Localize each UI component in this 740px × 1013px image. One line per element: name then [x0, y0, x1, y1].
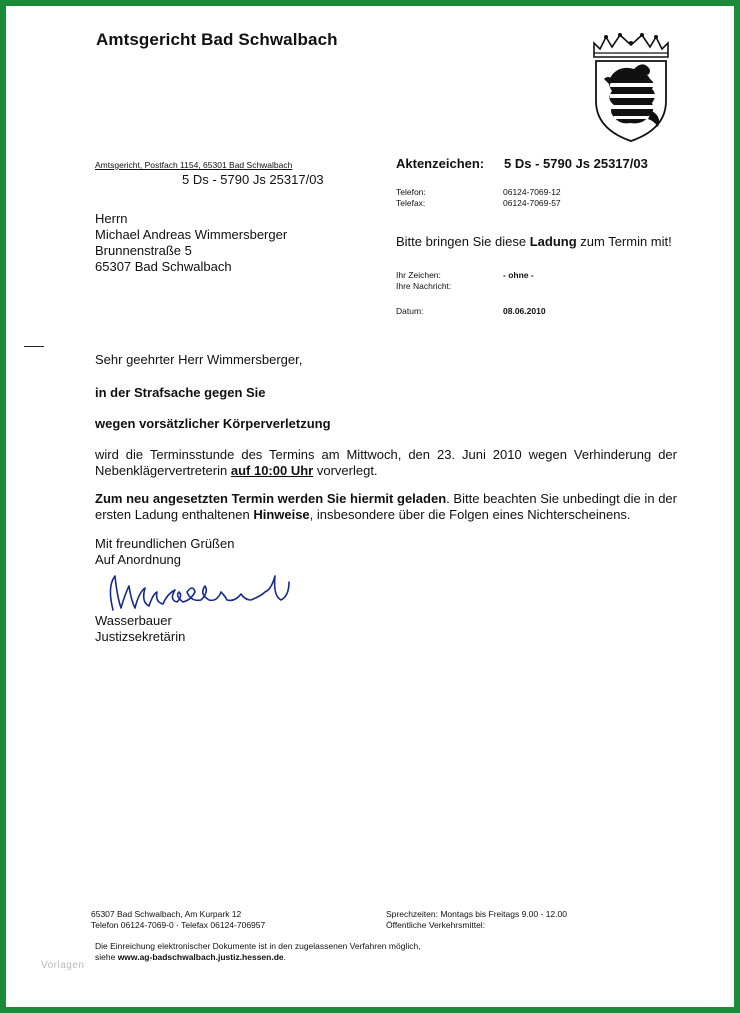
- aktenzeichen-value: 5 Ds - 5790 Js 25317/03: [504, 156, 648, 171]
- paragraph-reschedule: [95, 447, 677, 479]
- ihre-nachricht-label: Ihre Nachricht:: [396, 281, 452, 291]
- recipient-name: Michael Andreas Wimmersberger: [95, 227, 288, 242]
- datum-label: Datum:: [396, 306, 424, 316]
- telefax-value: 06124-7069-57: [503, 198, 561, 208]
- sender-return-address: Amtsgericht, Postfach 1154, 65301 Bad Schwalbach: [95, 160, 293, 170]
- telefon-value: 06124-7069-12: [503, 187, 561, 197]
- telefon-label: Telefon:: [396, 187, 426, 197]
- bring-bold: Ladung: [529, 234, 577, 249]
- footer-address-block: [91, 909, 265, 931]
- footer-transport: Öffentliche Verkehrsmittel:: [386, 920, 486, 930]
- fold-mark: [24, 346, 44, 347]
- hessen-coat-of-arms: [590, 31, 672, 143]
- datum-value: 08.06.2010: [503, 306, 546, 316]
- ihr-zeichen-label: Ihr Zeichen:: [396, 270, 441, 280]
- signer-title: Justizsekretärin: [95, 629, 186, 644]
- letter-greeting: Sehr geehrter Herr Wimmersberger,: [95, 352, 303, 367]
- recipient-address: [95, 211, 287, 275]
- footer-electronic-post: .: [283, 952, 287, 962]
- handwritten-signature: [105, 566, 295, 616]
- telefax-label: Telefax:: [396, 198, 426, 208]
- p2-mid: . Bitte beachten Sie unbedingt die in der ersten Ladung enthaltenen: [95, 491, 677, 522]
- footer-website-link[interactable]: www.ag-badschwalbach.justiz.hessen.de: [117, 952, 284, 962]
- footer-electronic-line1: Die Einreichung elektronischer Dokumente ist in den zugelassenen Verfahren möglich,: [95, 941, 421, 951]
- paragraph-summons: [95, 491, 677, 523]
- letter-page: [6, 6, 734, 1007]
- bring-pre: Bitte bringen Sie diese: [396, 234, 530, 249]
- p2-post: , insbesondere über die Folgen eines Nichterscheinens.: [309, 507, 631, 522]
- p1-pre: wird die Terminsstunde des Termins am Mittwoch, den 23. Juni 2010 wegen Verhinderung der Nebenklägervertreterin: [95, 447, 677, 478]
- aktenzeichen-label: Aktenzeichen:: [396, 156, 485, 171]
- recipient-salutation: Herrn: [95, 211, 128, 226]
- footer-phone-fax: Telefon 06124-7069-0 · Telefax 06124-706957: [91, 920, 266, 930]
- footer-electronic-line2: [95, 952, 421, 963]
- court-name: Amtsgericht Bad Schwalbach: [96, 30, 338, 49]
- ihr-zeichen-value: - ohne -: [503, 270, 534, 280]
- signer-name: Wasserbauer: [95, 613, 172, 628]
- footer-hours-block: [386, 909, 567, 931]
- p1-new-time: auf 10:00 Uhr: [230, 463, 314, 478]
- subject-line-2: wegen vorsätzlicher Körperverletzung: [95, 416, 331, 431]
- footer-hours: Sprechzeiten: Montags bis Freitags 9.00 - 12.00: [386, 909, 567, 919]
- recipient-street: Brunnenstraße 5: [95, 243, 192, 258]
- p2-bold2: Hinweise: [253, 507, 310, 522]
- bring-post: zum Termin mit!: [576, 234, 672, 249]
- bring-summons-notice: [396, 234, 672, 249]
- p1-post: vorverlegt.: [313, 463, 378, 478]
- footer-electronic-pre: siehe: [95, 952, 118, 962]
- recipient-city: 65307 Bad Schwalbach: [95, 259, 232, 274]
- subject-line-1: in der Strafsache gegen Sie: [95, 385, 266, 400]
- footer-address: 65307 Bad Schwalbach, Am Kurpark 12: [91, 909, 242, 919]
- closing: Mit freundlichen Grüßen: [95, 536, 235, 551]
- reference-number-left: 5 Ds - 5790 Js 25317/03: [182, 172, 324, 187]
- p2-bold: Zum neu angesetzten Termin werden Sie hiermit geladen: [95, 491, 447, 506]
- watermark-text: Vorlagen: [41, 960, 85, 971]
- footer-electronic-notice: [95, 941, 421, 963]
- on-behalf: Auf Anordnung: [95, 552, 182, 567]
